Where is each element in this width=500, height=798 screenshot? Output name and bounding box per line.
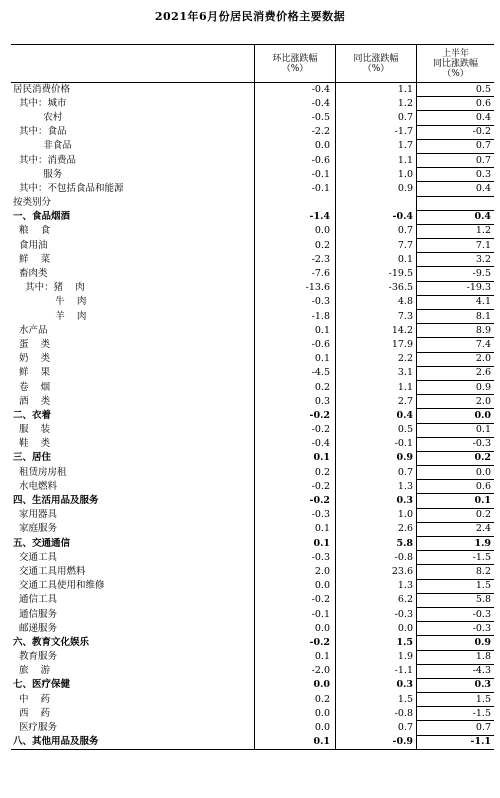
row-label: 中 药	[11, 693, 255, 707]
header-yoy	[336, 45, 417, 83]
mom-value: -0.4	[255, 83, 336, 97]
ytd-value: 0.3	[417, 678, 495, 692]
ytd-value: 0.4	[417, 210, 495, 224]
table-row	[11, 295, 494, 309]
mom-value: 0.0	[255, 678, 336, 692]
ytd-value: 8.2	[417, 565, 495, 579]
table-row	[11, 139, 494, 153]
header-mom-line1: 环比涨跌幅	[272, 53, 318, 64]
yoy-value: -0.8	[336, 551, 417, 565]
table-row	[11, 721, 494, 735]
ytd-value: -0.3	[417, 607, 495, 621]
row-label: 医疗服务	[11, 721, 255, 735]
ytd-value: 7.4	[417, 338, 495, 352]
row-label: 牛 肉	[11, 295, 255, 309]
table-row	[11, 125, 494, 139]
yoy-value: -1.7	[336, 125, 417, 139]
table-row	[11, 707, 494, 721]
row-label: 五、交通通信	[11, 537, 255, 551]
row-label: 居民消费价格	[11, 83, 255, 97]
table-row	[11, 650, 494, 664]
table-row	[11, 338, 494, 352]
row-label: 通信工具	[11, 593, 255, 607]
table-row	[11, 693, 494, 707]
yoy-value: -0.1	[336, 437, 417, 451]
table-row	[11, 579, 494, 593]
mom-value: 0.0	[255, 721, 336, 735]
mom-value: 0.1	[255, 451, 336, 465]
ytd-value: 0.6	[417, 97, 495, 111]
yoy-value: 0.5	[336, 423, 417, 437]
page-title: 2021年6月份居民消费价格主要数据	[154, 10, 346, 23]
row-label: 其中：不包括食品和能源	[11, 182, 255, 196]
yoy-value: 0.0	[336, 622, 417, 636]
yoy-value: 1.0	[336, 508, 417, 522]
row-label: 酒 类	[11, 395, 255, 409]
mom-value: 0.0	[255, 224, 336, 238]
row-label: 西 药	[11, 707, 255, 721]
table-row	[11, 508, 494, 522]
table-row	[11, 324, 494, 338]
row-label: 租赁房房租	[11, 466, 255, 480]
ytd-value: 0.1	[417, 423, 495, 437]
mom-value: 0.1	[255, 352, 336, 366]
yoy-value: 0.3	[336, 678, 417, 692]
row-label: 畜肉类	[11, 267, 255, 281]
ytd-value: 0.7	[417, 139, 495, 153]
row-label: 其中：猪 肉	[11, 281, 255, 295]
header-ytd-line3: （%）	[442, 68, 469, 79]
yoy-value: 0.7	[336, 111, 417, 125]
row-label: 三、居住	[11, 451, 255, 465]
row-label: 七、医疗保健	[11, 678, 255, 692]
ytd-value: -9.5	[417, 267, 495, 281]
row-label: 粮 食	[11, 224, 255, 238]
yoy-value: 1.2	[336, 97, 417, 111]
table-row	[11, 678, 494, 692]
yoy-value: 0.7	[336, 466, 417, 480]
mom-value: 0.2	[255, 239, 336, 253]
mom-value: 0.1	[255, 537, 336, 551]
yoy-value: 1.1	[336, 380, 417, 394]
ytd-value: 0.4	[417, 182, 495, 196]
table-row	[11, 636, 494, 650]
table-row	[11, 267, 494, 281]
table-row	[11, 97, 494, 111]
yoy-value: -36.5	[336, 281, 417, 295]
table-row	[11, 451, 494, 465]
mom-value: -0.2	[255, 423, 336, 437]
header-mom-line2: （%）	[281, 63, 309, 74]
yoy-value: 0.9	[336, 451, 417, 465]
yoy-value: 7.7	[336, 239, 417, 253]
ytd-value: 5.8	[417, 593, 495, 607]
mom-value: -0.2	[255, 409, 336, 423]
mom-value: -0.3	[255, 295, 336, 309]
table-row	[11, 352, 494, 366]
yoy-value: 1.5	[336, 636, 417, 650]
table-row	[11, 551, 494, 565]
table-row	[11, 111, 494, 125]
table-row	[11, 380, 494, 394]
yoy-value: 23.6	[336, 565, 417, 579]
mom-value: 0.0	[255, 707, 336, 721]
mom-value: 0.0	[255, 622, 336, 636]
mom-value: 0.1	[255, 522, 336, 536]
mom-value: -2.2	[255, 125, 336, 139]
header-yoy-line1: 同比涨跌幅	[353, 53, 399, 64]
mom-value: 2.0	[255, 565, 336, 579]
mom-value: -0.4	[255, 97, 336, 111]
header-ytd-line2: 同比涨跌幅	[432, 58, 478, 69]
ytd-value: 4.1	[417, 295, 495, 309]
ytd-value: 0.9	[417, 636, 495, 650]
row-label: 家庭服务	[11, 522, 255, 536]
ytd-value: 1.2	[417, 224, 495, 238]
yoy-value: -19.5	[336, 267, 417, 281]
yoy-value: 14.2	[336, 324, 417, 338]
row-label: 教育服务	[11, 650, 255, 664]
mom-value: 0.2	[255, 693, 336, 707]
yoy-value: 0.3	[336, 494, 417, 508]
row-label: 水产品	[11, 324, 255, 338]
ytd-value: -19.3	[417, 281, 495, 295]
table-row	[11, 565, 494, 579]
ytd-value: -0.3	[417, 437, 495, 451]
table-row	[11, 437, 494, 451]
table-row	[11, 224, 494, 238]
mom-value: -0.2	[255, 636, 336, 650]
table-header-row	[11, 45, 494, 83]
ytd-value: 8.1	[417, 310, 495, 324]
mom-value: 0.0	[255, 139, 336, 153]
table-row	[11, 607, 494, 621]
ytd-value: 8.9	[417, 324, 495, 338]
ytd-value: 0.2	[417, 508, 495, 522]
table-row	[11, 466, 494, 480]
ytd-value: 2.0	[417, 352, 495, 366]
ytd-value: 0.2	[417, 451, 495, 465]
yoy-value: 3.1	[336, 366, 417, 380]
mom-value: -0.1	[255, 182, 336, 196]
table-row	[11, 239, 494, 253]
ytd-value: 0.4	[417, 111, 495, 125]
table-row	[11, 409, 494, 423]
row-label: 服 装	[11, 423, 255, 437]
table-row	[11, 735, 494, 749]
yoy-value: 0.9	[336, 182, 417, 196]
yoy-value: 2.6	[336, 522, 417, 536]
row-label: 食用油	[11, 239, 255, 253]
row-label: 卷 烟	[11, 380, 255, 394]
ytd-value	[417, 196, 495, 210]
row-label: 蛋 类	[11, 338, 255, 352]
table-row	[11, 210, 494, 224]
row-label: 按类别分	[11, 196, 255, 210]
ytd-value: -1.1	[417, 735, 495, 749]
ytd-value: 0.7	[417, 153, 495, 167]
yoy-value: 1.3	[336, 579, 417, 593]
mom-value: -1.8	[255, 310, 336, 324]
mom-value: -2.0	[255, 664, 336, 678]
row-label: 非食品	[11, 139, 255, 153]
ytd-value: 0.0	[417, 409, 495, 423]
ytd-value: 0.6	[417, 480, 495, 494]
table-row	[11, 310, 494, 324]
row-label: 其中：城市	[11, 97, 255, 111]
table-row	[11, 494, 494, 508]
header-yoy-line2: （%）	[362, 63, 390, 74]
row-label: 二、衣着	[11, 409, 255, 423]
ytd-value: 7.1	[417, 239, 495, 253]
table-row	[11, 281, 494, 295]
ytd-value: 0.5	[417, 83, 495, 97]
yoy-value: 1.3	[336, 480, 417, 494]
ytd-value: 1.8	[417, 650, 495, 664]
mom-value: -0.2	[255, 480, 336, 494]
yoy-value: 1.1	[336, 83, 417, 97]
ytd-value: 0.0	[417, 466, 495, 480]
yoy-value: 1.7	[336, 139, 417, 153]
ytd-value: 0.3	[417, 168, 495, 182]
yoy-value: 7.3	[336, 310, 417, 324]
mom-value: -0.1	[255, 607, 336, 621]
mom-value: -1.4	[255, 210, 336, 224]
header-ytd-line1: 上半年	[441, 48, 469, 59]
yoy-value: -0.8	[336, 707, 417, 721]
table-row	[11, 480, 494, 494]
yoy-value: -0.3	[336, 607, 417, 621]
mom-value: 0.2	[255, 380, 336, 394]
table-row	[11, 664, 494, 678]
ytd-value: 2.0	[417, 395, 495, 409]
table-row	[11, 168, 494, 182]
mom-value: -0.3	[255, 551, 336, 565]
table-row	[11, 196, 494, 210]
ytd-value: 2.6	[417, 366, 495, 380]
yoy-value: 0.7	[336, 224, 417, 238]
ytd-value: 3.2	[417, 253, 495, 267]
yoy-value: 17.9	[336, 338, 417, 352]
row-label: 奶 类	[11, 352, 255, 366]
mom-value: -0.6	[255, 153, 336, 167]
yoy-value: 4.8	[336, 295, 417, 309]
table-row	[11, 83, 494, 97]
table-row	[11, 153, 494, 167]
yoy-value: 2.7	[336, 395, 417, 409]
table-row	[11, 622, 494, 636]
mom-value: -13.6	[255, 281, 336, 295]
row-label: 交通工具	[11, 551, 255, 565]
ytd-value: -1.5	[417, 707, 495, 721]
mom-value: -0.2	[255, 494, 336, 508]
row-label: 交通工具用燃料	[11, 565, 255, 579]
row-label: 其中：消费品	[11, 153, 255, 167]
table-row	[11, 395, 494, 409]
ytd-value: 1.5	[417, 693, 495, 707]
table-row	[11, 423, 494, 437]
row-label: 交通工具使用和维修	[11, 579, 255, 593]
table-row	[11, 522, 494, 536]
mom-value: -7.6	[255, 267, 336, 281]
yoy-value: 5.8	[336, 537, 417, 551]
header-ytd	[417, 45, 495, 83]
ytd-value: 1.9	[417, 537, 495, 551]
yoy-value: 1.5	[336, 693, 417, 707]
row-label: 鲜 果	[11, 366, 255, 380]
ytd-value: 2.4	[417, 522, 495, 536]
mom-value: -2.3	[255, 253, 336, 267]
ytd-value: -1.5	[417, 551, 495, 565]
mom-value: 0.3	[255, 395, 336, 409]
row-label: 四、生活用品及服务	[11, 494, 255, 508]
yoy-value: -0.9	[336, 735, 417, 749]
ytd-value: -0.3	[417, 622, 495, 636]
yoy-value: 1.1	[336, 153, 417, 167]
ytd-value: 0.9	[417, 380, 495, 394]
ytd-value: 1.5	[417, 579, 495, 593]
row-label: 八、其他用品及服务	[11, 735, 255, 749]
table-row	[11, 593, 494, 607]
row-label: 农村	[11, 111, 255, 125]
cpi-table	[11, 44, 494, 750]
row-label: 水电燃料	[11, 480, 255, 494]
row-label: 六、教育文化娱乐	[11, 636, 255, 650]
table-row	[11, 253, 494, 267]
yoy-value: 1.9	[336, 650, 417, 664]
row-label: 邮递服务	[11, 622, 255, 636]
mom-value	[255, 196, 336, 210]
header-mom	[255, 45, 336, 83]
row-label: 通信服务	[11, 607, 255, 621]
table-row	[11, 182, 494, 196]
yoy-value: -0.4	[336, 210, 417, 224]
yoy-value: 6.2	[336, 593, 417, 607]
mom-value: 0.1	[255, 650, 336, 664]
row-label: 旅 游	[11, 664, 255, 678]
mom-value: 0.2	[255, 466, 336, 480]
mom-value: 0.1	[255, 735, 336, 749]
mom-value: 0.0	[255, 579, 336, 593]
yoy-value: 0.7	[336, 721, 417, 735]
row-label: 一、食品烟酒	[11, 210, 255, 224]
mom-value: -4.5	[255, 366, 336, 380]
table-row	[11, 537, 494, 551]
ytd-value: -0.2	[417, 125, 495, 139]
table-row	[11, 366, 494, 380]
mom-value: 0.1	[255, 324, 336, 338]
row-label: 服务	[11, 168, 255, 182]
ytd-value: 0.1	[417, 494, 495, 508]
ytd-value: -4.3	[417, 664, 495, 678]
mom-value: -0.5	[255, 111, 336, 125]
row-label: 其中：食品	[11, 125, 255, 139]
yoy-value: 1.0	[336, 168, 417, 182]
header-label-cell	[11, 45, 255, 83]
yoy-value: 0.4	[336, 409, 417, 423]
row-label: 鲜 菜	[11, 253, 255, 267]
mom-value: -0.1	[255, 168, 336, 182]
row-label: 鞋 类	[11, 437, 255, 451]
mom-value: -0.3	[255, 508, 336, 522]
table-body	[11, 83, 494, 750]
row-label: 羊 肉	[11, 310, 255, 324]
row-label: 家用器具	[11, 508, 255, 522]
yoy-value	[336, 196, 417, 210]
yoy-value: 0.1	[336, 253, 417, 267]
yoy-value: 2.2	[336, 352, 417, 366]
mom-value: -0.4	[255, 437, 336, 451]
ytd-value: 0.7	[417, 721, 495, 735]
yoy-value: -1.1	[336, 664, 417, 678]
mom-value: -0.2	[255, 593, 336, 607]
mom-value: -0.6	[255, 338, 336, 352]
